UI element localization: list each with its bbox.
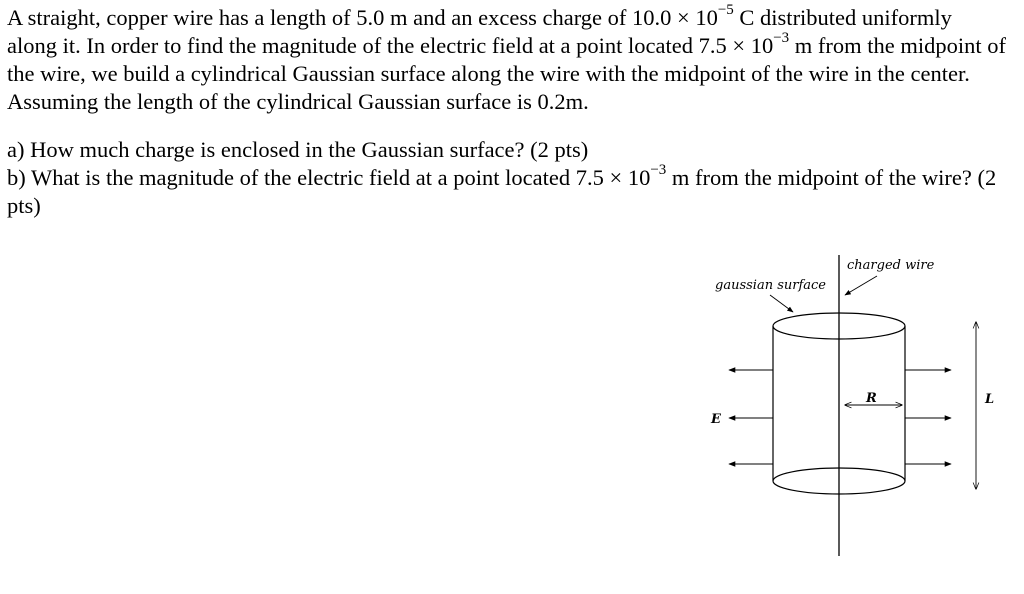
- radius-label: R: [866, 391, 877, 406]
- problem-intro: [7, 1, 1007, 116]
- gaussian-cylinder-diagram: [700, 250, 1020, 570]
- intro-text-3: m from the midpoint of the wire, we build a cylindrical Gaussian surface along the wire with the midpoint of the wire in the center. Assuming the length of the cylindrical Gaussian surface is 0.2m.: [7, 33, 1007, 114]
- charged-wire-leader: [845, 276, 877, 295]
- length-label: L: [985, 392, 995, 407]
- charged-wire-label: charged wire: [847, 258, 935, 273]
- problem-statement: [7, 1, 1007, 220]
- question-b-exponent: −3: [650, 161, 667, 178]
- question-b-text-2: m from the midpoint of the wire? (2 pts): [7, 165, 997, 218]
- intro-text-1: A straight, copper wire has a length of 5.0 m and an excess charge of 10.0 × 10: [7, 5, 718, 30]
- gaussian-surface-label: gaussian surface: [715, 278, 826, 293]
- intro-text-2: C distributed uniformly along it. In order to find the magnitude of the electric field at a point located 7.5 × 10: [7, 5, 952, 58]
- question-b: [7, 161, 1007, 220]
- gaussian-surface-leader: [770, 295, 793, 312]
- question-b-text-1: b) What is the magnitude of the electric field at a point located 7.5 × 10: [7, 165, 651, 190]
- intro-exponent-2: −3: [773, 29, 790, 46]
- field-label: E: [711, 412, 721, 427]
- question-a: a) How much charge is enclosed in the Gaussian surface? (2 pts): [7, 137, 589, 162]
- intro-exponent-1: −5: [717, 1, 734, 18]
